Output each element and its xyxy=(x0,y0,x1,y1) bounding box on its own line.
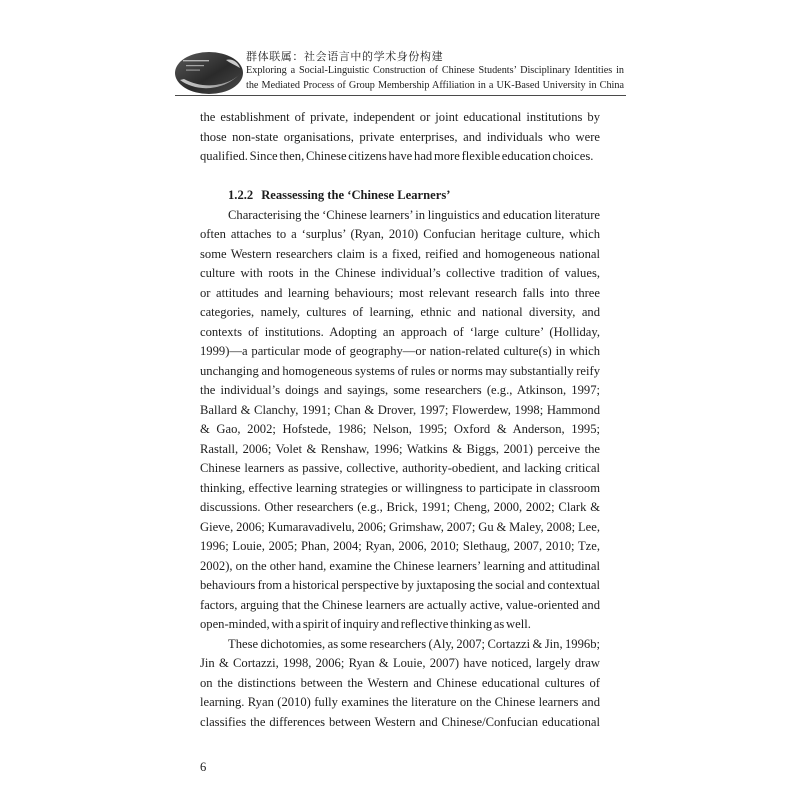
paragraph xyxy=(200,206,600,635)
section-number: 1.2.2 xyxy=(228,188,254,203)
text-line: on the distinctions between the Western and Chinese educational cultures of xyxy=(200,675,600,690)
header-title-chinese: 群体联属：社会语言中的学术身份构建 xyxy=(246,51,444,63)
header-rule xyxy=(175,95,626,96)
paragraph xyxy=(200,108,600,167)
body-text xyxy=(200,108,600,733)
series-logo xyxy=(174,46,246,96)
text-line: learning. Ryan (2010) fully examines the literature on the Chinese learners and xyxy=(200,695,600,710)
text-line: 1999)—a particular mode of geography—or nation-related culture(s) in which xyxy=(200,344,600,359)
text-line: classifies the differences between Western and Chinese/Confucian educational xyxy=(200,714,600,729)
text-line: culture with roots in the Chinese individual’s collective tradition of values, xyxy=(200,266,600,281)
text-line: categories, namely, cultures of learning, ethnic and national diversity, and xyxy=(200,305,600,320)
text-line: contexts of institutions. Adopting an approach of ‘large culture’ (Holliday, xyxy=(200,324,600,339)
text-line: factors, arguing that the Chinese learners are actually active, value-oriented and xyxy=(200,597,600,612)
text-line: Characterising the ‘Chinese learners’ in linguistics and education literature xyxy=(228,207,600,222)
page-number: 6 xyxy=(200,760,207,774)
text-line: & Gao, 2002; Hofstede, 1986; Nelson, 1995; Oxford & Anderson, 1995; xyxy=(200,422,600,437)
text-line: those non-state organisations, private enterprises, and individuals who were xyxy=(200,129,600,144)
section-title: Reassessing the ‘Chinese Learners’ xyxy=(261,188,451,203)
paragraph xyxy=(200,635,600,733)
text-line: thinking, effective learning strategies or willingness to participate in classroom xyxy=(200,480,600,495)
header-title-english-line: Exploring a Social-Linguistic Construction of Chinese Students’ Disciplinary Identities in xyxy=(246,65,624,76)
text-line: some Western researchers claim is a fixed, reified and homogeneous national xyxy=(200,246,600,261)
text-line: Gieve, 2006; Kumaravadivelu, 2006; Grimshaw, 2007; Gu & Maley, 2008; Lee, xyxy=(200,519,600,534)
text-line: open-minded, with a spirit of inquiry and reflective thinking as well. xyxy=(200,617,531,632)
text-line: 2002), on the other hand, examine the Chinese learners’ learning and attitudinal xyxy=(200,558,600,573)
text-line: Ballard & Clanchy, 1991; Chan & Drover, 1997; Flowerdew, 1998; Hammond xyxy=(200,402,600,417)
text-line: the individual’s doings and sayings, some researchers (e.g., Atkinson, 1997; xyxy=(200,383,600,398)
section-heading xyxy=(200,186,600,206)
text-line: unchanging and homogeneous systems of rules or norms may substantially reify xyxy=(200,363,600,378)
text-line: 1996; Louie, 2005; Phan, 2004; Ryan, 2006, 2010; Slethaug, 2007, 2010; Tze, xyxy=(200,539,600,554)
text-line: behaviours from a historical perspective by juxtaposing the social and contextual xyxy=(200,578,600,593)
header-title-english-line: the Mediated Process of Group Membership Affiliation in a UK-Based University in China xyxy=(246,80,624,91)
text-line: discussions. Other researchers (e.g., Brick, 1991; Cheng, 2000, 2002; Clark & xyxy=(200,500,600,515)
text-line: These dichotomies, as some researchers (Aly, 2007; Cortazzi & Jin, 1996b; xyxy=(228,636,600,651)
text-line: often attaches to a ‘surplus’ (Ryan, 2010) Confucian heritage culture, which xyxy=(200,227,600,242)
text-line: Chinese learners as passive, collective, authority-obedient, and lacking critical xyxy=(200,461,600,476)
text-line: the establishment of private, independent or joint educational institutions by xyxy=(200,110,600,124)
text-line: Jin & Cortazzi, 1998, 2006; Ryan & Louie, 2007) have noticed, largely draw xyxy=(200,656,600,671)
text-line: or attitudes and learning behaviours; most relevant research falls into three xyxy=(200,285,600,300)
text-line: Rastall, 2006; Volet & Renshaw, 1996; Watkins & Biggs, 2001) perceive the xyxy=(200,441,600,456)
text-line: qualified. Since then, Chinese citizens have had more flexible education choices. xyxy=(200,149,594,164)
